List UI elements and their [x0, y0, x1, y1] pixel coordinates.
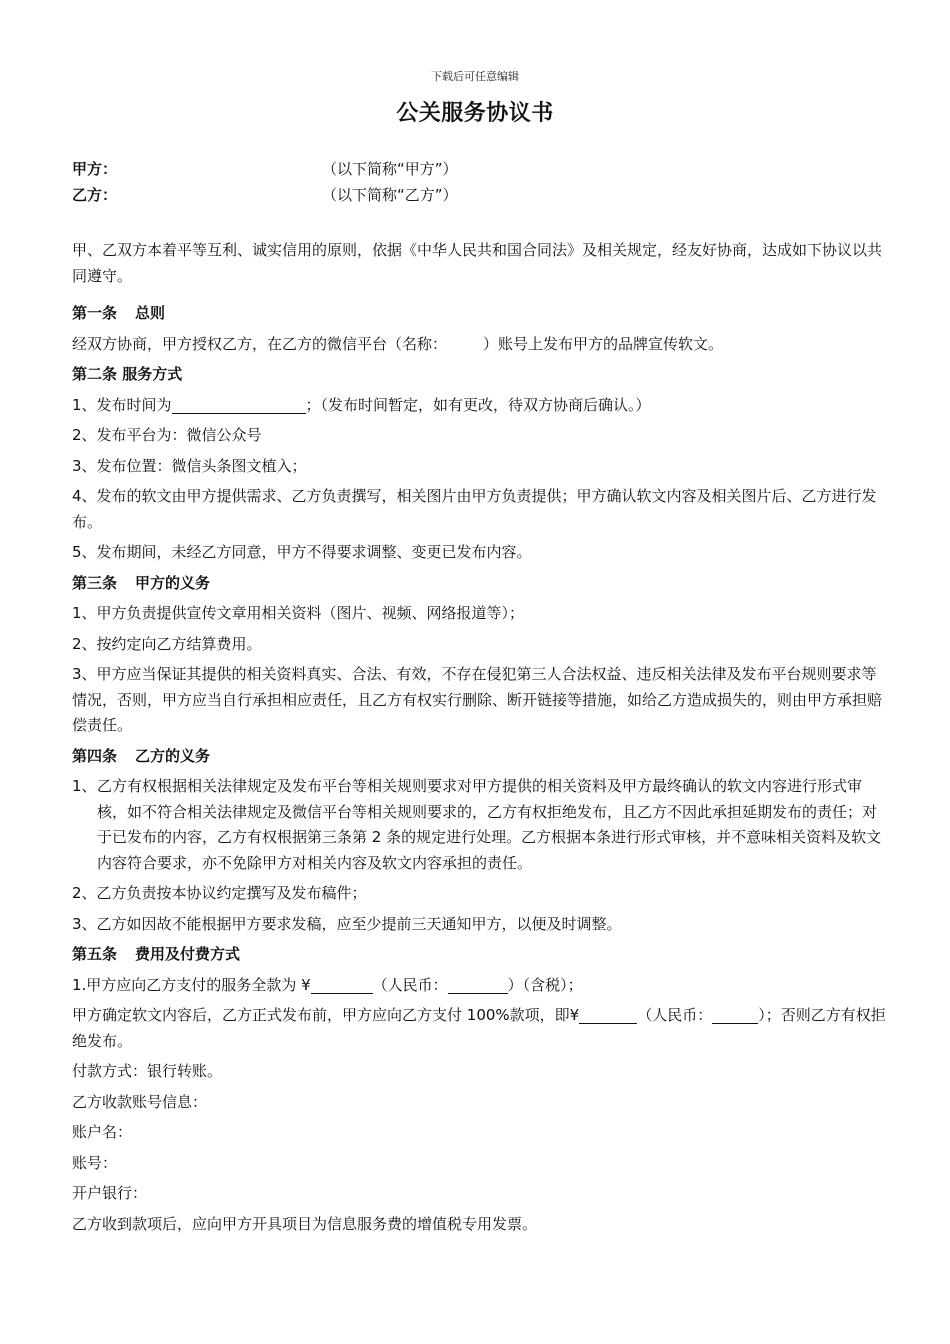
article-3-heading — [72, 571, 890, 597]
article-2-heading: 第二条 服务方式 — [72, 365, 183, 383]
article-1-text — [72, 332, 890, 358]
account-number-label: 账号： — [72, 1153, 118, 1172]
article-4-item-3: 3、乙方如因故不能根据甲方要求发稿，应至少提前三天通知甲方，以便及时调整。 — [72, 914, 622, 933]
invoice-note: 乙方收到款项后，应向甲方开具项目为信息服务费的增值税专用发票。 — [72, 1214, 538, 1233]
article-3-item-2: 2、按约定向乙方结算费用。 — [72, 634, 262, 653]
bank-label: 开户银行： — [72, 1184, 148, 1202]
article-1-number: 第一条 — [72, 304, 118, 322]
account-info-label: 乙方收款账号信息： — [72, 1092, 208, 1111]
party-b-alias: （以下简称“乙方”） — [322, 186, 458, 204]
publish-time-blank — [172, 396, 306, 414]
prepayment-note: ）；否则乙方有权拒绝发布。 — [72, 1006, 886, 1050]
account-name-label: 账户名： — [72, 1123, 133, 1141]
party-a-line — [72, 158, 458, 179]
agreement-body — [72, 238, 890, 1242]
article-2-item-2: 2、发布平台为：微信公众号 — [72, 426, 262, 444]
article-4-item-1-number: 1、 — [72, 777, 97, 795]
article-1-text-b: ）账号上发布甲方的品牌宣传软文。 — [483, 334, 724, 353]
article-3-item-1: 1、甲方负责提供宣传文章用相关资料（图片、视频、网络报道等）； — [72, 604, 525, 622]
total-fee-label: 1.甲方应向乙方支付的服务全款为 ¥ — [72, 975, 311, 994]
article-5-prepayment — [72, 1003, 890, 1054]
prepayment-rmb-label: （人民币： — [637, 1006, 713, 1024]
header-note: 下载后可任意编辑 — [431, 70, 519, 83]
intro-paragraph: 甲、乙双方本着平等互利、诚实信用的原则，依据《中华人民共和国合同法》及相关规定，经友好协商，达成如下协议以共同遵守。 — [72, 241, 883, 285]
article-5-name: 费用及付费方式 — [135, 945, 241, 963]
payment-method: 付款方式：银行转账。 — [72, 1062, 223, 1080]
total-fee-blank — [311, 976, 373, 994]
total-fee-rmb-label: （人民币： — [372, 975, 448, 994]
article-4-item-2: 2、乙方负责按本协议约定撰写及发布稿件； — [72, 884, 367, 902]
article-5-number: 第五条 — [72, 945, 118, 963]
article-2-item-1 — [72, 393, 890, 419]
party-a-alias: （以下简称“甲方”） — [322, 160, 458, 178]
article-3-number: 第三条 — [72, 573, 118, 592]
party-a-label: 甲方： — [72, 160, 118, 178]
total-fee-tax-note: ）（含税）； — [507, 975, 583, 994]
party-b-label: 乙方： — [72, 186, 118, 204]
article-2-item-5: 5、发布期间，未经乙方同意，甲方不得要求调整、变更已发布内容。 — [72, 543, 532, 561]
article-2-item-1-a: 1、发布时间为 — [72, 395, 172, 414]
prepayment-label: 甲方确定软文内容后，乙方正式发布前，甲方应向乙方支付 100%款项，即¥ — [72, 1006, 580, 1024]
article-5-heading — [72, 942, 890, 968]
article-1-name: 总则 — [135, 304, 166, 322]
article-4-heading — [72, 744, 890, 770]
article-4-item-1-text: 乙方有权根据相关法律规定及发布平台等相关规则要求对甲方提供的相关资料及甲方最终确认的软文内容进行形式审核，如不符合相关法律规定及微信平台等相关规则要求的，乙方有权拒绝发布，且乙方不因此承担延期发布的责任；对于已发布的内容，乙方有权根据第三条第 2 条的规定进行处理。乙方根据本条进行形式审核，并不意味相关资料及软文内容符合要求，亦不免除甲方对相关内容及软文内容承担的责任。 — [97, 777, 882, 872]
article-4-number: 第四条 — [72, 746, 118, 765]
total-fee-rmb-blank — [448, 976, 508, 994]
article-3-item-3: 3、甲方应当保证其提供的相关资料真实、合法、有效，不存在侵犯第三人合法权益、违反相关法律及发布平台规则要求等情况，否则，甲方应当自行承担相应责任，且乙方有权实行删除、断开链接等措施，如给乙方造成损失的，则由甲方承担赔偿责任。 — [72, 665, 883, 734]
article-2-item-3: 3、发布位置：微信头条图文植入； — [72, 456, 307, 475]
article-1-heading — [72, 301, 890, 327]
article-2-item-1-b: ；（发布时间暂定，如有更改，待双方协商后确认。） — [305, 395, 651, 414]
article-4-name: 乙方的义务 — [135, 746, 211, 765]
page-title: 公关服务协议书 — [396, 101, 554, 126]
article-2-item-4: 4、发布的软文由甲方提供需求、乙方负责撰写，相关图片由甲方负责提供；甲方确认软文内容及相关图片后、乙方进行发布。 — [72, 487, 877, 531]
party-b-line — [72, 184, 458, 205]
article-4-item-1 — [72, 774, 890, 876]
article-5-item-1 — [72, 973, 890, 999]
prepayment-blank — [579, 1006, 637, 1024]
article-3-name: 甲方的义务 — [135, 573, 211, 592]
prepayment-rmb-blank — [712, 1006, 758, 1024]
article-1-text-a: 经双方协商，甲方授权乙方，在乙方的微信平台（名称： — [72, 334, 448, 353]
